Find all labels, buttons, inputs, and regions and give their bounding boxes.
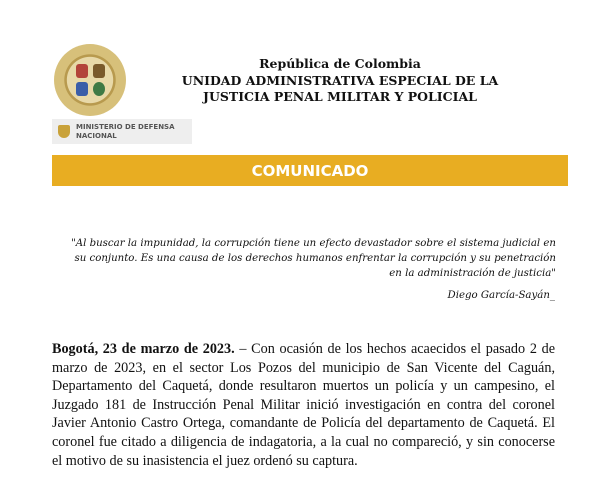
- ministry-line-2: NACIONAL: [76, 131, 117, 140]
- agency-line-2: JUSTICIA PENAL MILITAR Y POLICIAL: [203, 89, 477, 104]
- emblem: [76, 64, 88, 78]
- justice-seal-logo: [54, 44, 126, 116]
- institution-header: [160, 56, 520, 106]
- emblem: [76, 82, 88, 96]
- body-paragraph: [52, 340, 555, 470]
- ministry-badge: [52, 119, 192, 144]
- epigraph-quote: "Al buscar la impunidad, la corrupción tiene un efecto devastador sobre el sistema judicial en su conjunto. Es una causa de los derechos humanos enfrentar la corrupción y su penetración en la administración de justicia": [71, 238, 556, 279]
- body-text: – Con ocasión de los hechos acaecidos el pasado 2 de marzo de 2023, en el sector Los Pozos del municipio de San Vicente del Caguán, Departamento del Caquetá, donde resultaron muertos un policía y un campesino, el Juzgado 181 de Instrucción Penal Militar inició investigación en contra del coronel Javier Antonio Castro Ortega, comandante de Policía del departamento de Caquetá. El coronel fue citado a diligencia de indagatoria, a la cual no compareció, y sin conocerse el motivo de su inasistencia el juez ordenó su captura.: [52, 341, 555, 469]
- quote-author: Diego García-Sayán_: [447, 290, 555, 301]
- ministry-line-1: MINISTERIO DE DEFENSA: [76, 122, 175, 131]
- emblem: [93, 82, 105, 96]
- coat-of-arms-icon: [58, 125, 70, 138]
- agency-line-1: UNIDAD ADMINISTRATIVA ESPECIAL DE LA: [181, 72, 499, 88]
- dateline: Bogotá, 23 de marzo de 2023.: [52, 341, 235, 357]
- emblem: [93, 64, 105, 78]
- comunicado-banner: COMUNICADO: [52, 155, 568, 186]
- country-line: República de Colombia: [259, 56, 421, 71]
